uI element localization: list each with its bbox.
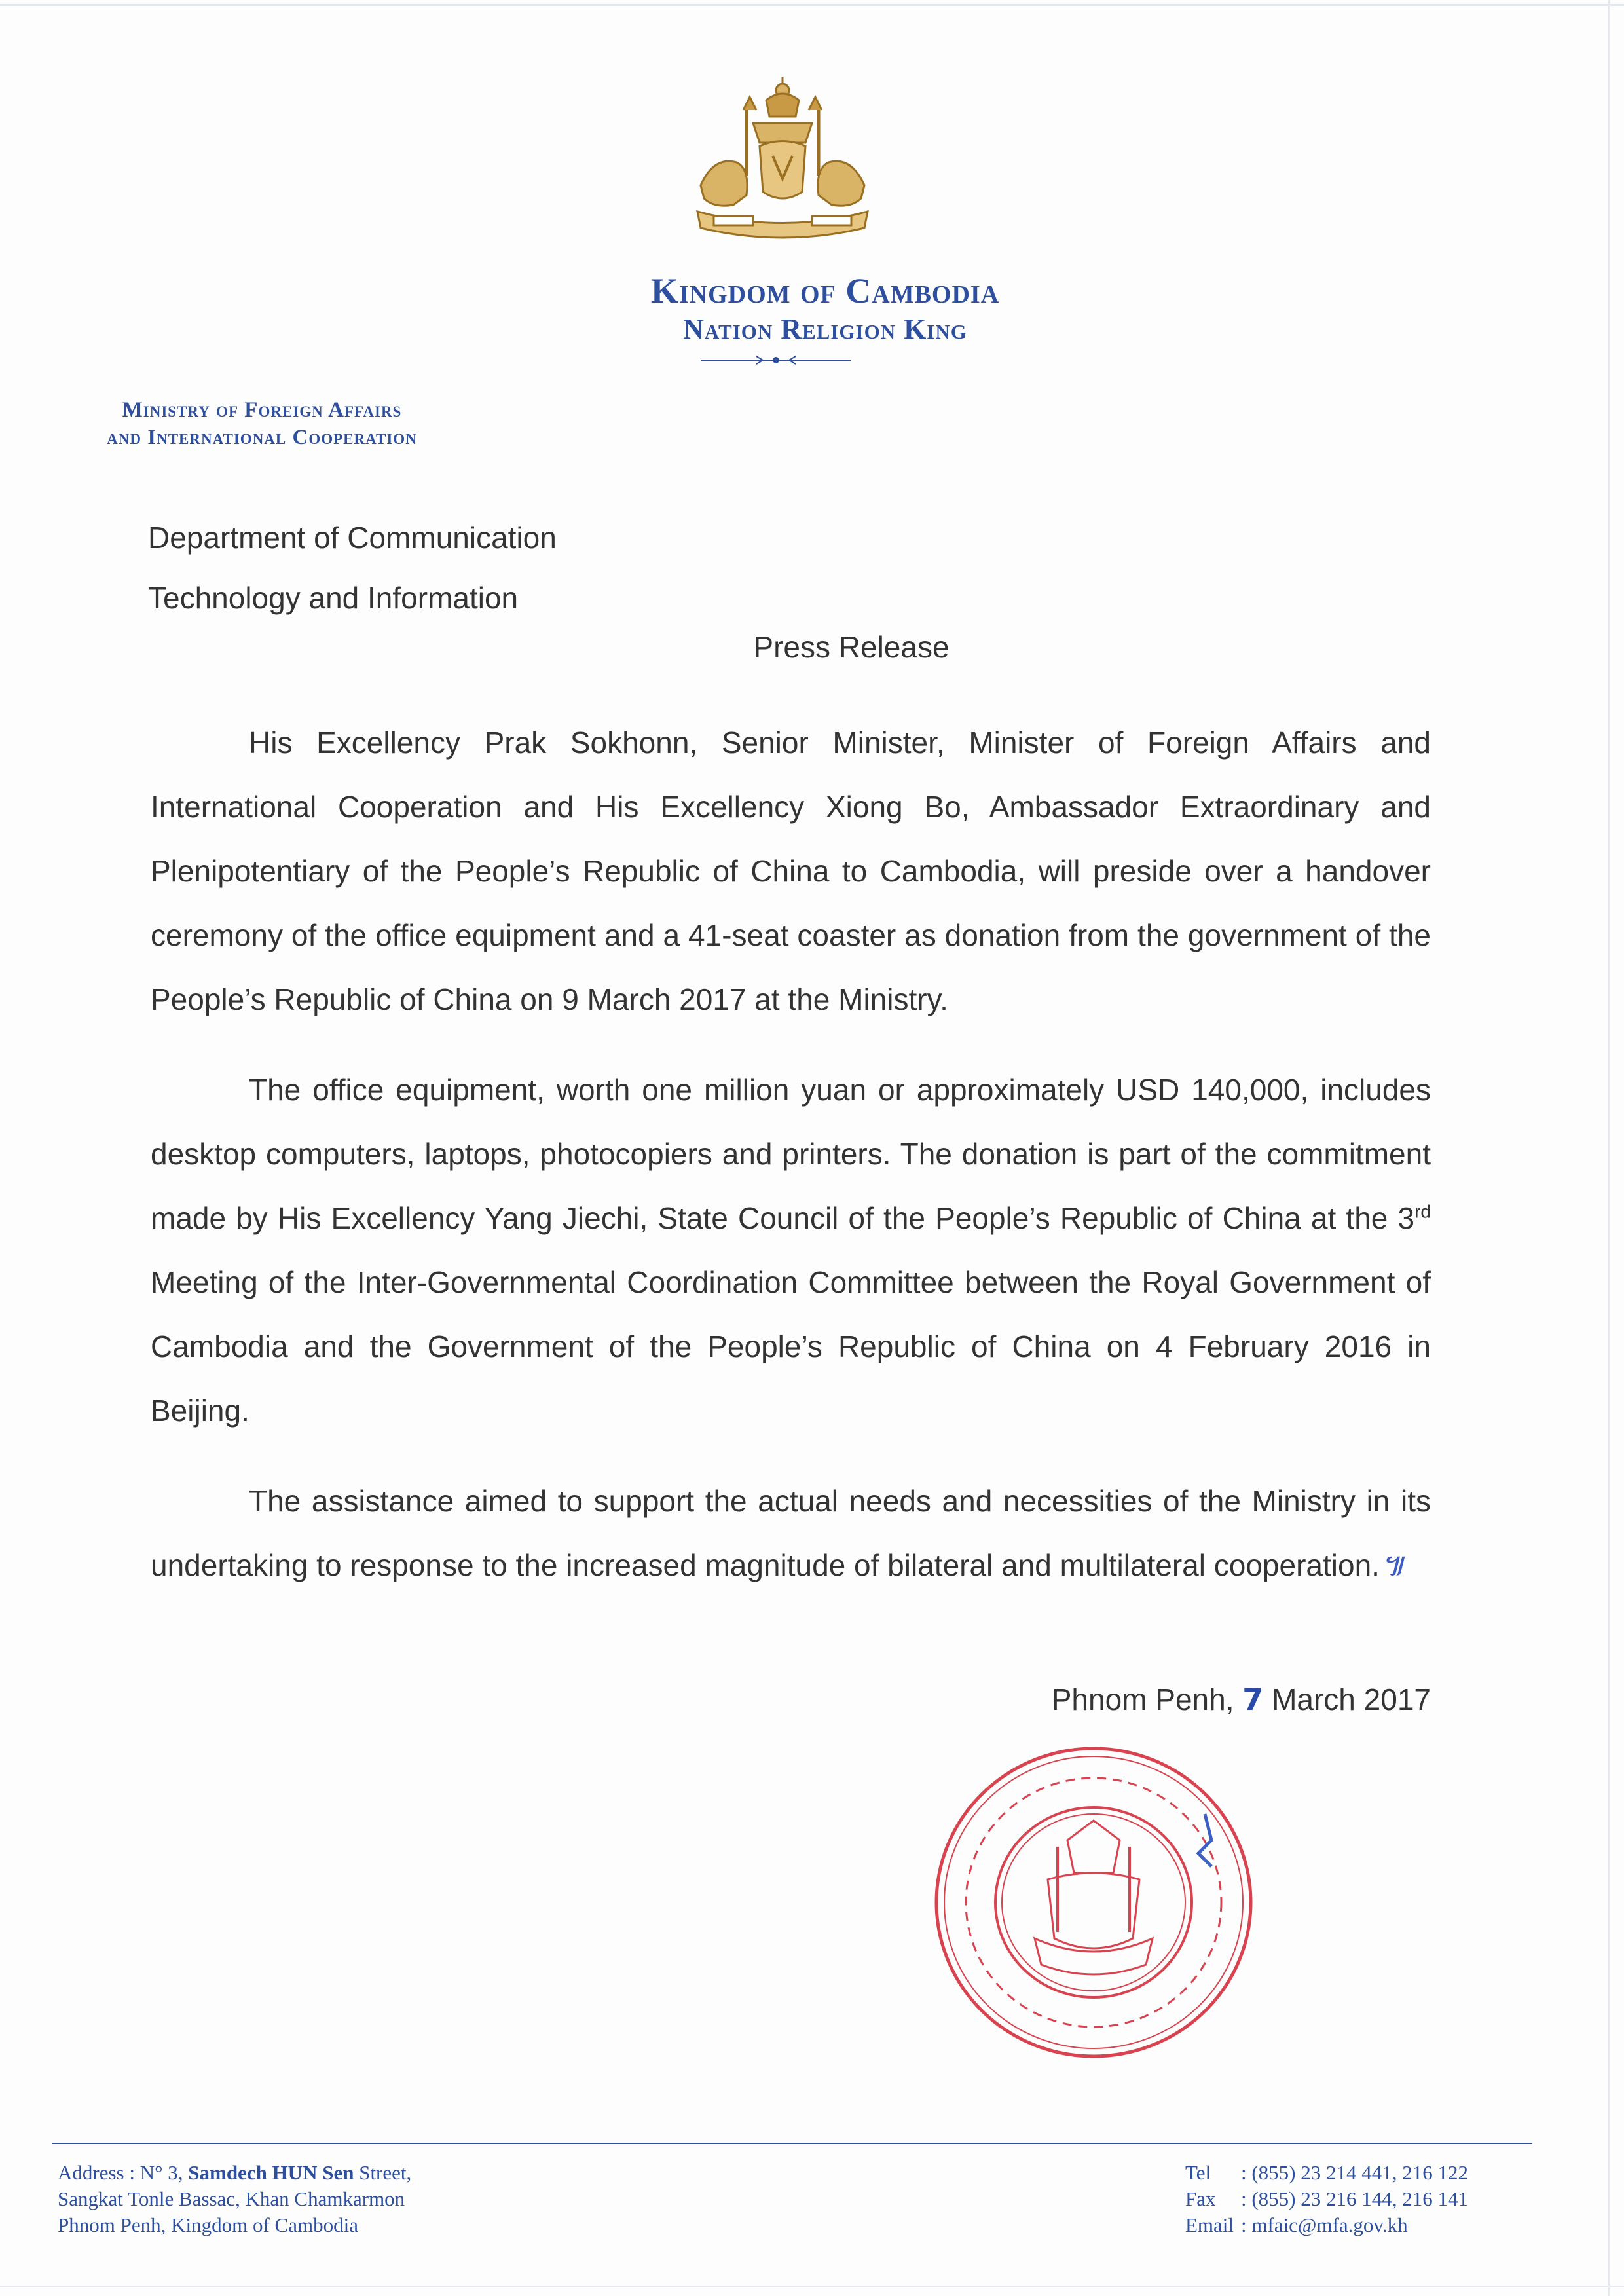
address-line-2: Sangkat Tonle Bassac, Khan Chamkarmon [58,2187,405,2210]
dateline [917,1680,1431,1719]
address-line-3: Phnom Penh, Kingdom of Cambodia [58,2213,358,2236]
page-edge-top [0,4,1624,6]
national-motto: Nation Religion King [683,313,967,345]
fax-label: Fax [1185,2187,1216,2210]
footer-divider [52,2143,1532,2144]
contact-fax [1185,2186,1468,2212]
royal-arms-emblem [688,71,877,254]
document-title: Press Release [753,630,950,664]
ordinal-suffix: rd [1414,1201,1431,1222]
address-suffix: Street, [354,2161,412,2184]
department-line-2: Technology and Information [148,581,519,615]
closing-mark: ៕ [1379,1548,1405,1582]
address-line-1 [58,2160,411,2186]
dateline-place: Phnom Penh, [1051,1682,1234,1716]
contact-email [1185,2212,1468,2238]
ministry-line-2: and International Cooperation [107,426,417,449]
footer-address [58,2160,411,2238]
address-street-name: Samdech HUN Sen [188,2161,354,2184]
paragraph-2-text-b: Meeting of the Inter-Governmental Coordination Committee between the Royal Government of Cambodia and the Government of the People’s Republic of China on 4 February 2016 in Beijing. [151,1265,1431,1428]
letterhead-kingdom [498,270,1153,347]
department-line-1: Department of Communication [148,521,557,555]
email-value: : mfaic@mfa.gov.kh [1241,2213,1408,2236]
tel-label: Tel [1185,2161,1211,2184]
department-name [148,508,557,628]
page-edge-right [1608,0,1610,2296]
paragraph-2-text-a: The office equipment, worth one million yuan or approximately USD 140,000, includes desktop computers, laptops, photocopiers and printers. The donation is part of the commitment made by His Excellency Yang Jiechi, State Council of the People’s Republic of China at the 3 [151,1073,1431,1235]
email-label: Email [1185,2213,1234,2236]
paragraph-1: His Excellency Prak Sokhonn, Senior Minister, Minister of Foreign Affairs and International Cooperation and His Excellency Xiong Bo, Ambassador Extraordinary and Plenipotentiary of the People’s Republic of China to Cambodia, will preside over a handover ceremony of the office equipment and a 41-seat coaster as donation from the government of the People’s Republic of China on 9 March 2017 at the Ministry. [151,726,1431,1016]
fax-value: : (855) 23 216 144, 216 141 [1241,2187,1469,2210]
paragraph-2 [151,1058,1431,1443]
paragraph-3 [151,1469,1431,1597]
dateline-day: 7 [1242,1682,1264,1717]
contact-tel [1185,2160,1468,2186]
ministry-name [26,396,498,451]
letter-body [151,711,1431,1623]
dateline-month-year: March 2017 [1272,1682,1431,1716]
page-edge-bottom [0,2286,1624,2287]
ornament-divider [694,354,858,367]
address-prefix: Address : N° 3, [58,2161,189,2184]
tel-value: : (855) 23 214 441, 216 122 [1241,2161,1469,2184]
ministry-line-1: Ministry of Foreign Affairs [122,398,402,422]
paragraph-3-text: The assistance aimed to support the actual needs and necessities of the Ministry in its undertaking to response to the increased magnitude of bilateral and multilateral cooperation. [151,1484,1431,1582]
kingdom-title: Kingdom of Cambodia [650,271,1000,310]
footer-contacts [1185,2160,1468,2238]
official-seal-stamp [904,1716,1283,2083]
